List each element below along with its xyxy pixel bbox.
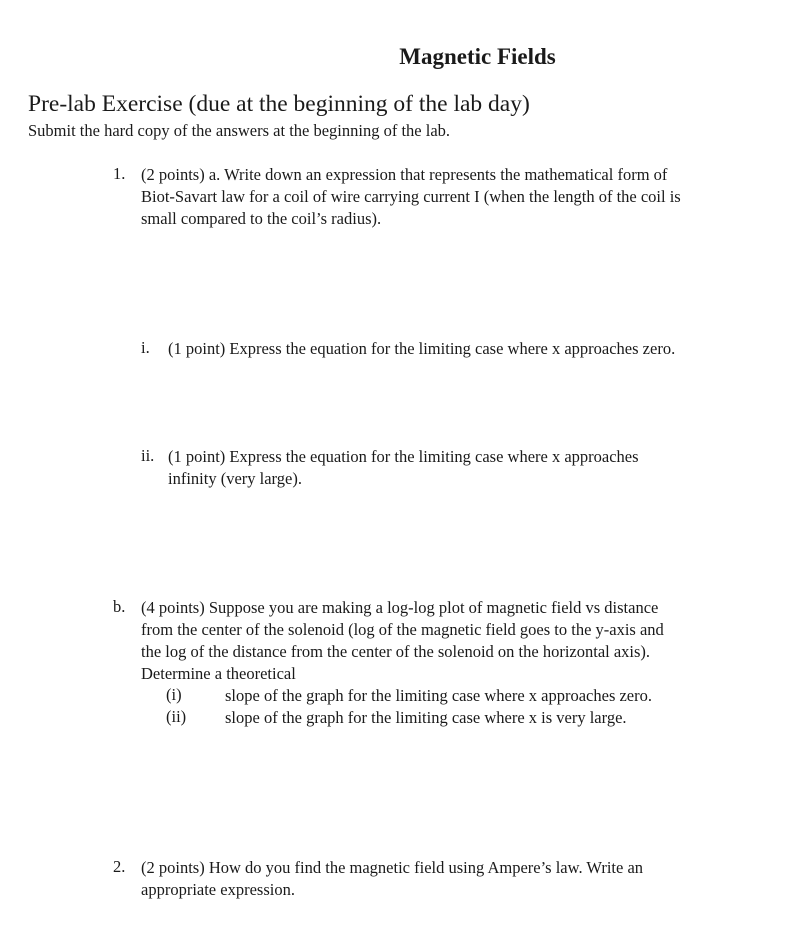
subquestion-ii-line: (1 point) Express the equation for the limiting case where x approaches [168, 447, 639, 466]
part-b-item-text: slope of the graph for the limiting case where x approaches zero. [225, 686, 653, 705]
question-1-text [141, 164, 681, 230]
part-b-item-text: slope of the graph for the limiting case where x is very large. [225, 708, 627, 727]
question-2-line: (2 points) How do you find the magnetic field using Ampere’s law. Write an [141, 858, 644, 877]
part-b-line: Determine a theoretical [141, 664, 296, 683]
subquestion-i-text: (1 point) Express the equation for the limiting case where x approaches zero. [168, 339, 676, 358]
part-b-marker: b. [113, 597, 126, 616]
part-b-item-marker: (i) [166, 685, 182, 704]
part-b-line: the log of the distance from the center of the solenoid on the horizontal axis). [141, 642, 651, 661]
section-subtitle: Submit the hard copy of the answers at the beginning of the lab. [28, 121, 451, 140]
part-b-line: from the center of the solenoid (log of the magnetic field goes to the y-axis and [141, 620, 664, 639]
subquestion-ii-text [168, 446, 639, 490]
question-1-line: small compared to the coil’s radius). [141, 209, 382, 228]
question-2-line: appropriate expression. [141, 880, 295, 899]
page-title: Magnetic Fields [399, 44, 556, 69]
part-b-text [141, 597, 664, 685]
subquestion-ii-marker: ii. [141, 446, 155, 465]
subquestion-ii-line: infinity (very large). [168, 469, 302, 488]
question-1-line: Biot-Savart law for a coil of wire carrying current I (when the length of the coil is [141, 187, 681, 206]
part-b-item-marker: (ii) [166, 707, 187, 726]
section-heading: Pre-lab Exercise (due at the beginning of the lab day) [28, 91, 530, 117]
subquestion-i-marker: i. [141, 338, 150, 357]
question-1-line: (2 points) a. Write down an expression that represents the mathematical form of [141, 165, 668, 184]
question-2-number: 2. [113, 857, 126, 876]
question-1-number: 1. [113, 164, 126, 183]
question-2-text [141, 857, 643, 901]
part-b-line: (4 points) Suppose you are making a log-log plot of magnetic field vs distance [141, 598, 659, 617]
